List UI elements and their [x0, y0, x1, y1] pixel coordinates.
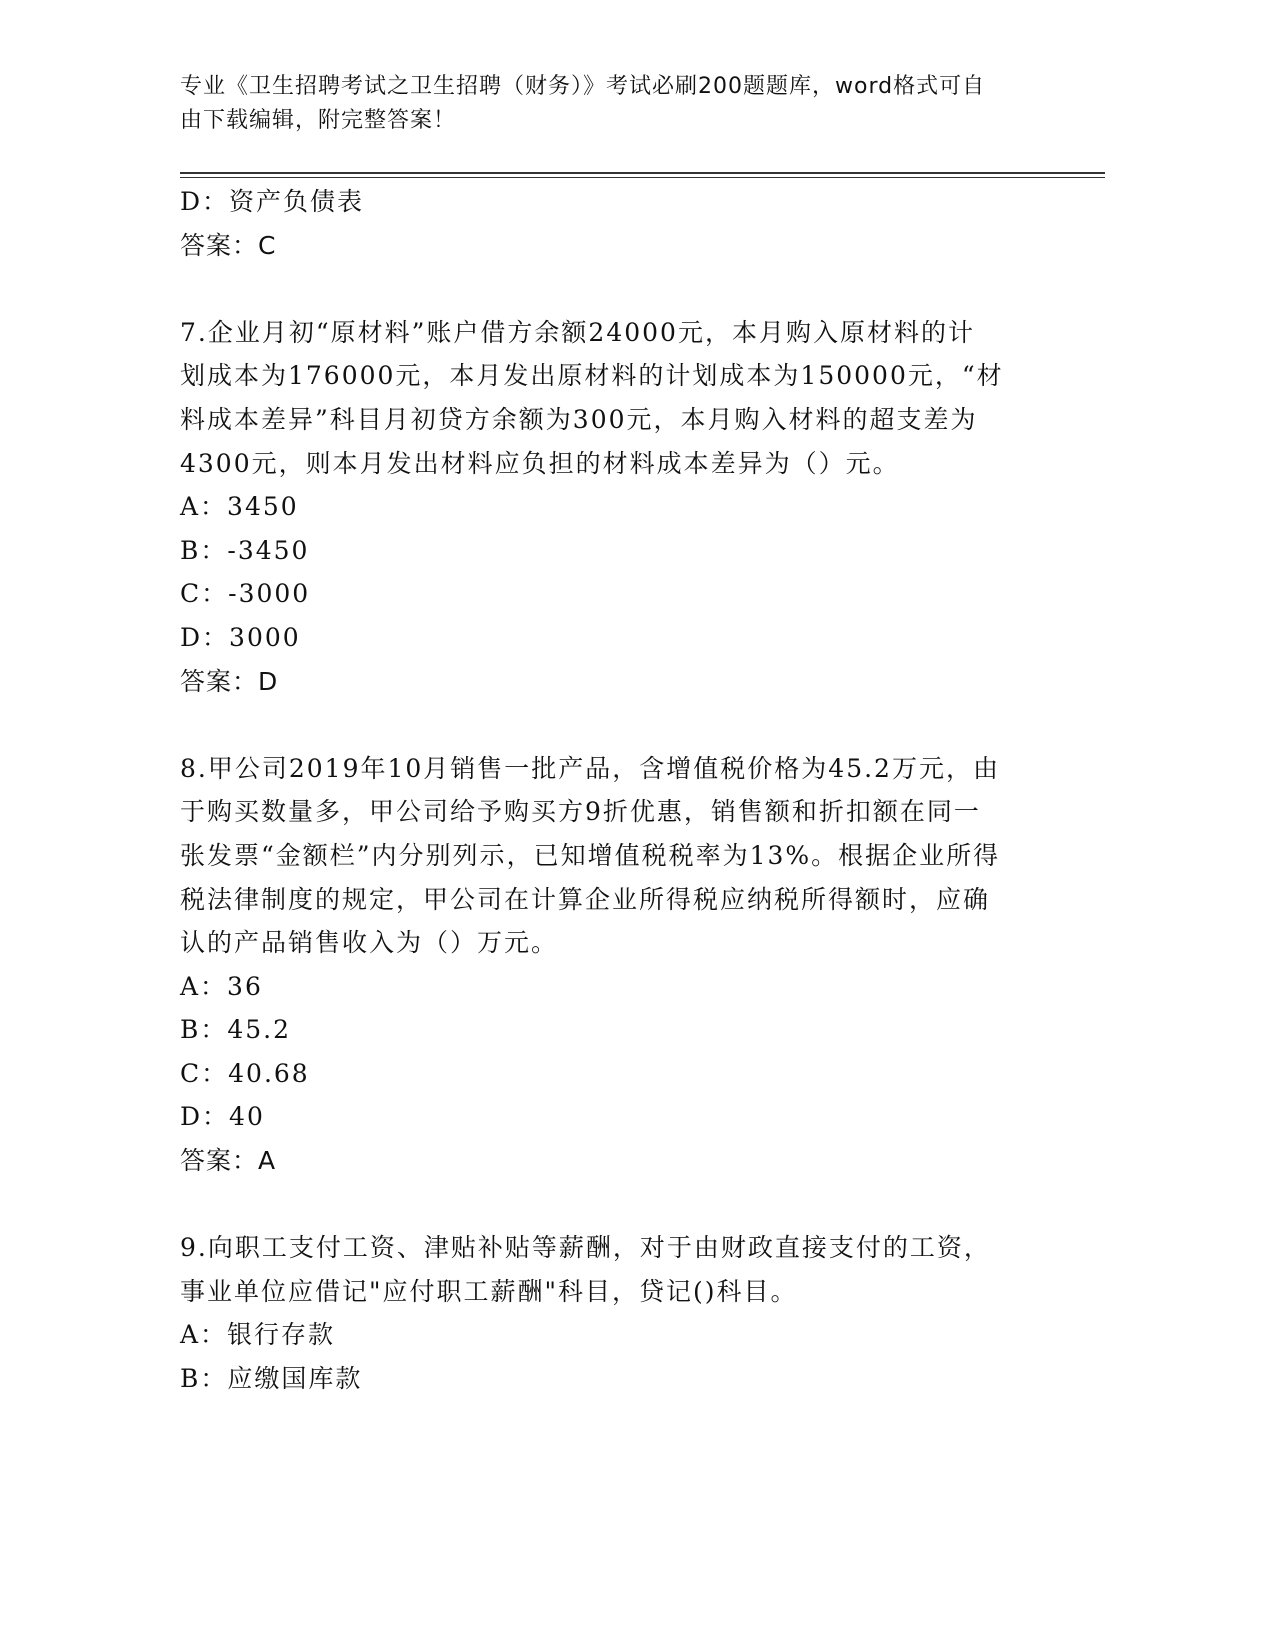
question-7 — [180, 311, 1040, 703]
document-body — [180, 180, 1040, 1401]
option-b: B：应缴国库款 — [180, 1364, 363, 1394]
header-divider — [180, 172, 1105, 174]
option-a: A：银行存款 — [180, 1320, 336, 1350]
option-d: D：3000 — [180, 622, 301, 652]
spacer — [180, 1183, 1040, 1227]
header-divider-thin — [180, 177, 1105, 178]
option-c: C：40.68 — [180, 1058, 310, 1088]
question-8 — [180, 747, 1040, 1183]
option-b: B：-3450 — [180, 535, 310, 565]
answer-line: 答案：A — [180, 1146, 277, 1176]
header-line-2: 由下载编辑，附完整答案！ — [180, 108, 457, 133]
option-a: A：36 — [180, 971, 263, 1001]
question-text-line: 料成本差异”科目月初贷方余额为300元，本月购入材料的超支差为 — [180, 404, 978, 434]
question-text-line: 8.甲公司2019年10月销售一批产品，含增值税价格为45.2万元，由 — [180, 753, 1000, 783]
option-b: B：45.2 — [180, 1015, 292, 1045]
answer-line: 答案：C — [180, 230, 277, 260]
header-line-1: 专业《卫生招聘考试之卫生招聘（财务）》考试必刷200题题库，word格式可自 — [180, 74, 986, 99]
page-header — [180, 70, 1060, 138]
question-text-line: 划成本为176000元，本月发出原材料的计划成本为150000元，“材 — [180, 361, 1004, 391]
question-text-line: 张发票“金额栏”内分别列示，已知增值税税率为13%。根据企业所得 — [180, 840, 1001, 870]
question-text-line: 税法律制度的规定，甲公司在计算企业所得税应纳税所得额时，应确 — [180, 884, 991, 914]
answer-line: 答案：D — [180, 666, 279, 696]
question-text-line: 于购买数量多，甲公司给予购买方9折优惠，销售额和折扣额在同一 — [180, 797, 981, 827]
spacer — [180, 267, 1040, 311]
question-text-line: 7.企业月初“原材料”账户借方余额24000元，本月购入原材料的计 — [180, 317, 975, 347]
question-text-line: 事业单位应借记"应付职工薪酬"科目，贷记()科目。 — [180, 1276, 798, 1306]
question-text-line: 认的产品销售收入为（）万元。 — [180, 928, 559, 958]
question-text-line: 9.向职工支付工资、津贴补贴等薪酬，对于由财政直接支付的工资， — [180, 1233, 991, 1263]
option-c: C：-3000 — [180, 579, 311, 609]
option-d: D：资产负债表 — [180, 187, 365, 216]
spacer — [180, 703, 1040, 747]
option-d: D：40 — [180, 1102, 265, 1132]
option-a: A：3450 — [180, 492, 299, 522]
question-text-line: 4300元，则本月发出材料应负担的材料成本差异为（）元。 — [180, 448, 900, 478]
question-9 — [180, 1226, 1040, 1400]
